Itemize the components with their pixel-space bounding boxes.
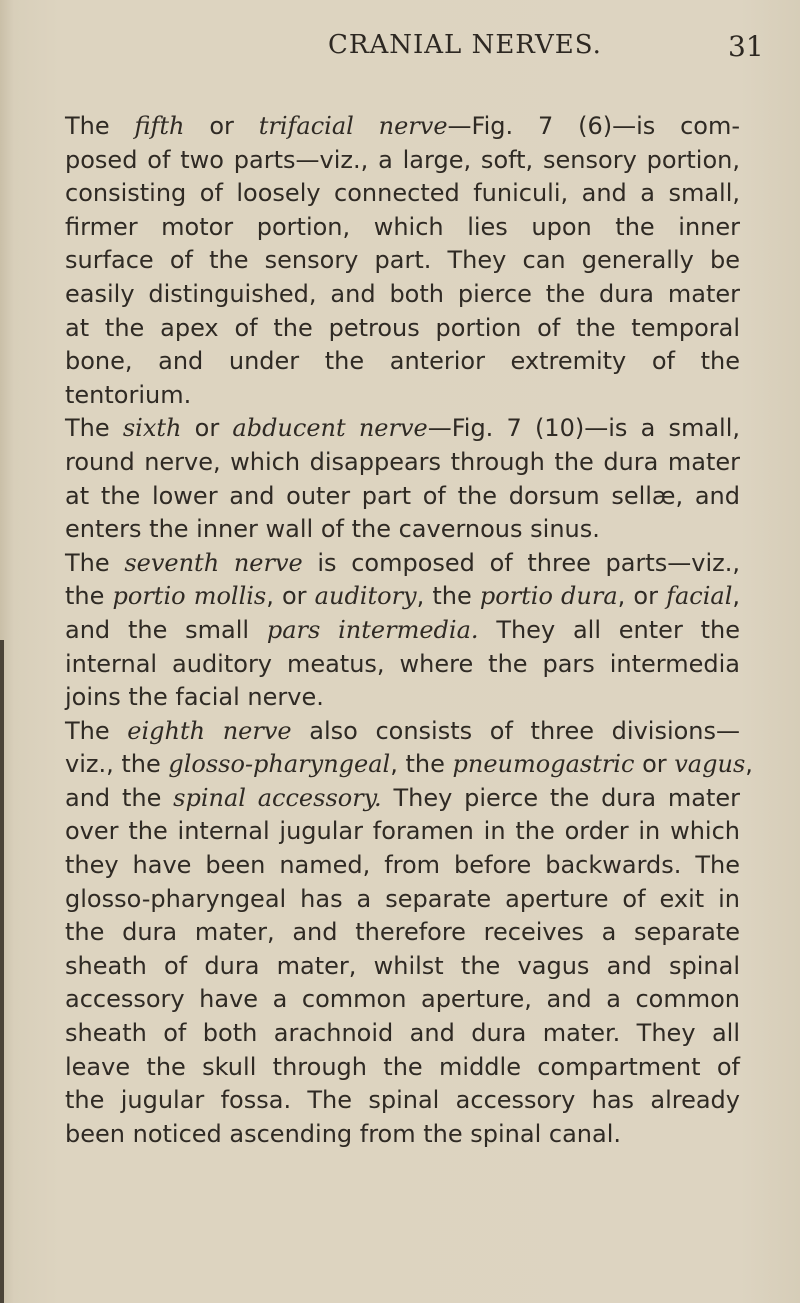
page-gutter-edge <box>0 640 4 1303</box>
text-line <box>33 1084 740 1118</box>
text-run: The <box>65 414 123 443</box>
text-run: or <box>634 750 675 779</box>
text-line <box>33 144 740 178</box>
italic-term: abducent nerve <box>232 414 428 443</box>
italic-term: portio mollis <box>112 582 267 611</box>
text-line <box>33 883 740 917</box>
text-line <box>33 950 740 984</box>
text-line <box>33 211 740 245</box>
text-run: , or <box>266 582 315 611</box>
text-run: is composed of three parts—viz., <box>302 548 740 577</box>
text-run: leave the skull through the middle compartment of <box>65 1052 740 1081</box>
text-run: viz., the <box>65 750 169 779</box>
text-line <box>33 815 740 849</box>
text-run: glosso-pharyngeal has a separate aperture of exit in <box>65 884 740 913</box>
text-line <box>33 715 740 749</box>
text-line <box>33 278 740 312</box>
text-line <box>33 983 740 1017</box>
text-line <box>33 110 740 144</box>
text-run: They pierce the dura mater <box>381 783 741 812</box>
text-line <box>33 782 740 816</box>
italic-term: pars intermedia. <box>266 615 479 644</box>
text-run: joins the facial nerve. <box>65 683 324 712</box>
text-line <box>33 480 740 514</box>
text-run: They all enter the <box>478 615 740 644</box>
text-line <box>33 849 740 883</box>
text-run: posed of two parts—viz., a large, soft, sensory portion, <box>65 145 740 174</box>
text-run: the <box>65 582 113 611</box>
italic-term: spinal accessory. <box>173 783 382 812</box>
text-run: enters the inner wall of the cavernous sinus. <box>65 515 600 544</box>
text-run: sheath of dura mater, whilst the vagus and spinal <box>65 951 740 980</box>
italic-term: fifth <box>134 112 185 140</box>
text-line <box>33 345 740 379</box>
text-run: and the <box>65 783 174 812</box>
text-run: The <box>65 112 135 140</box>
text-run: at the lower and outer part of the dorsum sellæ, and <box>65 481 740 510</box>
text-run: the dura mater, and therefore receives a separate <box>65 918 740 947</box>
text-run: internal auditory meatus, where the pars intermedia <box>65 649 740 678</box>
running-head: CRANIAL NERVES. <box>328 30 602 60</box>
text-line <box>33 1051 740 1085</box>
text-run: been noticed ascending from the spinal canal. <box>65 1119 621 1148</box>
text-line <box>33 547 740 581</box>
text-line <box>33 748 753 782</box>
text-run: —Fig. 7 (6)—is com- <box>447 112 741 140</box>
text-run: round nerve, which disappears through the dura mater <box>65 447 740 476</box>
text-line <box>33 1118 740 1152</box>
paragraph <box>33 412 740 546</box>
text-run: also consists of three divisions— <box>291 716 741 745</box>
text-line <box>33 648 740 682</box>
paragraph <box>33 715 753 1152</box>
text-line <box>33 312 740 346</box>
text-run: easily distinguished, and both pierce the dura mater <box>65 279 740 308</box>
text-run: they have been named, from before backwards. The <box>65 851 740 880</box>
text-run: , <box>732 582 741 611</box>
text-run: tentorium. <box>65 380 192 409</box>
text-line <box>33 681 740 715</box>
italic-term: facial <box>666 582 733 611</box>
text-line <box>33 580 740 614</box>
italic-term: sixth <box>122 414 182 443</box>
text-run: , the <box>390 750 453 779</box>
paragraph <box>33 547 740 715</box>
italic-term: trifacial nerve <box>258 112 448 140</box>
text-run: or <box>181 414 233 443</box>
text-line <box>33 513 740 547</box>
text-line <box>33 177 740 211</box>
text-run: the jugular fossa. The spinal accessory has already <box>65 1086 740 1115</box>
body-text <box>33 110 753 1151</box>
text-run: firmer motor portion, which lies upon the inner <box>65 212 740 241</box>
text-run: bone, and under the anterior extremity of the <box>65 347 740 376</box>
page-number: 31 <box>728 30 764 63</box>
text-line <box>33 614 740 648</box>
italic-term: portio dura <box>479 582 618 611</box>
italic-term: eighth nerve <box>127 716 292 745</box>
text-line <box>33 412 740 446</box>
italic-term: auditory <box>314 582 417 611</box>
text-run: —Fig. 7 (10)—is a small, <box>427 414 741 443</box>
italic-term: seventh nerve <box>124 548 303 577</box>
text-run: at the apex of the petrous portion of the temporal <box>65 313 740 342</box>
text-run: consisting of loosely connected funiculi, and a small, <box>65 179 740 208</box>
text-run: sheath of both arachnoid and dura mater. They all <box>65 1019 740 1048</box>
text-run: The <box>65 716 128 745</box>
text-run: or <box>184 112 259 140</box>
text-run: accessory have a common aperture, and a common <box>65 985 740 1014</box>
italic-term: glosso-pharyngeal <box>168 750 391 779</box>
text-line <box>33 379 740 413</box>
text-run: and the small <box>65 615 267 644</box>
text-run: over the internal jugular foramen in the order in which <box>65 817 740 846</box>
text-line <box>33 244 740 278</box>
page-header <box>0 30 800 82</box>
italic-term: pneumogastric <box>452 750 635 779</box>
text-run: , <box>745 750 753 779</box>
paragraph <box>33 110 740 412</box>
text-line <box>33 1017 740 1051</box>
text-line <box>33 916 740 950</box>
text-run: The <box>65 548 125 577</box>
text-line <box>33 446 740 480</box>
text-run: , or <box>617 582 667 611</box>
italic-term: vagus <box>674 750 746 779</box>
text-run: surface of the sensory part. They can generally be <box>65 246 740 275</box>
text-run: , the <box>416 582 480 611</box>
